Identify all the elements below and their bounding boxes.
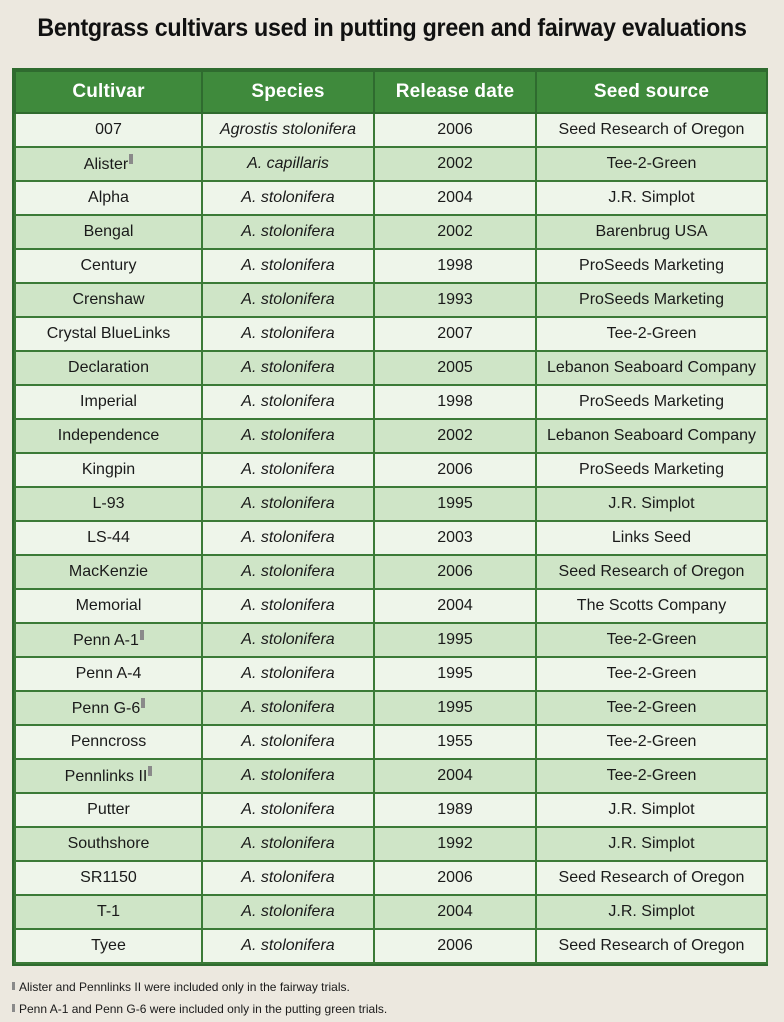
cell-cultivar-text: Alpha — [88, 189, 129, 206]
cell-release-date — [374, 861, 536, 895]
table-row — [15, 929, 767, 963]
cell-species-text: A. stolonifera — [241, 461, 335, 478]
cell-seed-source-text: Tee-2-Green — [606, 631, 697, 648]
cell-species-text: A. stolonifera — [241, 733, 335, 750]
cell-seed-source — [536, 453, 767, 487]
cell-species — [202, 725, 374, 759]
cell-seed-source-text: J.R. Simplot — [608, 903, 695, 920]
cell-species-text: A. stolonifera — [241, 427, 335, 444]
cell-seed-source-text: Seed Research of Oregon — [558, 121, 745, 138]
cell-release-date — [374, 453, 536, 487]
cell-cultivar — [15, 419, 202, 453]
cell-seed-source-text: J.R. Simplot — [608, 189, 695, 206]
cell-cultivar-text: Century — [80, 257, 137, 274]
cell-species — [202, 589, 374, 623]
cell-seed-source — [536, 827, 767, 861]
cell-release-date-text: 2002 — [437, 223, 473, 240]
table-row — [15, 861, 767, 895]
cell-species — [202, 249, 374, 283]
cell-species-text: A. stolonifera — [241, 291, 335, 308]
cell-cultivar-text: Imperial — [80, 393, 137, 410]
cell-release-date — [374, 147, 536, 181]
table-row — [15, 589, 767, 623]
cell-cultivar — [15, 215, 202, 249]
cell-release-date-text: 1998 — [437, 257, 473, 274]
table-row — [15, 793, 767, 827]
table-row — [15, 351, 767, 385]
cell-seed-source — [536, 929, 767, 963]
cell-release-date — [374, 113, 536, 147]
cell-release-date-text: 1995 — [437, 495, 473, 512]
cell-cultivar-text: L-93 — [92, 495, 125, 512]
table-row — [15, 555, 767, 589]
cell-cultivar — [15, 793, 202, 827]
cell-seed-source-text: Seed Research of Oregon — [558, 937, 745, 954]
cell-cultivar — [15, 181, 202, 215]
cell-species — [202, 453, 374, 487]
cell-seed-source — [536, 861, 767, 895]
footnote-text: Penn A-1 and Penn G-6 were included only in the putting green trials. — [19, 1002, 388, 1016]
cell-cultivar-text: SR1150 — [80, 869, 137, 886]
cell-species-text: A. stolonifera — [241, 325, 335, 342]
cell-species-text: A. stolonifera — [241, 189, 335, 206]
cell-seed-source — [536, 215, 767, 249]
cell-release-date-text: 2006 — [437, 937, 473, 954]
cell-species — [202, 419, 374, 453]
cell-release-date-text: 2004 — [437, 597, 473, 614]
cell-species — [202, 487, 374, 521]
cell-seed-source-text: J.R. Simplot — [608, 495, 695, 512]
table-row — [15, 895, 767, 929]
cell-seed-source-text: Seed Research of Oregon — [558, 563, 745, 580]
cell-cultivar — [15, 929, 202, 963]
table-row — [15, 385, 767, 419]
cell-release-date — [374, 623, 536, 657]
cell-release-date-text: 2004 — [437, 903, 473, 920]
cell-seed-source-text: Barenbrug USA — [595, 223, 708, 240]
cell-cultivar-text: Tyee — [91, 937, 126, 954]
cell-seed-source — [536, 283, 767, 317]
table-header — [15, 71, 767, 113]
cell-release-date — [374, 283, 536, 317]
cell-species-text: A. stolonifera — [241, 257, 335, 274]
cell-species — [202, 317, 374, 351]
cell-seed-source — [536, 657, 767, 691]
cell-release-date-text: 1955 — [437, 733, 473, 750]
cell-cultivar — [15, 317, 202, 351]
table-row — [15, 249, 767, 283]
cell-cultivar — [15, 895, 202, 929]
cell-seed-source-text: Links Seed — [611, 529, 692, 546]
footnote-marker-icon — [12, 1004, 15, 1012]
cell-species-text: A. stolonifera — [241, 223, 335, 240]
cell-release-date — [374, 691, 536, 725]
cell-seed-source-text: Tee-2-Green — [606, 665, 697, 682]
table-row — [15, 147, 767, 181]
table-row — [15, 215, 767, 249]
cell-cultivar — [15, 113, 202, 147]
cell-seed-source-text: Tee-2-Green — [606, 767, 697, 784]
cell-cultivar-text: Southshore — [67, 835, 150, 852]
cell-cultivar — [15, 691, 202, 725]
cell-seed-source — [536, 181, 767, 215]
cell-cultivar-text: Alister — [83, 156, 129, 173]
cell-species-text: A. stolonifera — [241, 699, 335, 716]
cell-cultivar-text: Putter — [87, 801, 130, 818]
cell-cultivar-text: 007 — [95, 121, 122, 138]
table-body — [15, 113, 767, 963]
cell-cultivar-text: Pennlinks II — [64, 768, 148, 785]
cell-cultivar-text: Crenshaw — [72, 291, 145, 308]
cell-species-text: A. stolonifera — [241, 869, 335, 886]
cell-release-date-text: 2006 — [437, 563, 473, 580]
cell-cultivar — [15, 521, 202, 555]
cell-species — [202, 385, 374, 419]
cell-cultivar — [15, 385, 202, 419]
cell-seed-source — [536, 385, 767, 419]
cell-seed-source — [536, 895, 767, 929]
cell-cultivar — [15, 555, 202, 589]
cell-species-text: A. stolonifera — [241, 563, 335, 580]
cell-release-date — [374, 725, 536, 759]
cell-seed-source-text: ProSeeds Marketing — [579, 291, 724, 308]
cell-species-text: A. stolonifera — [241, 359, 335, 376]
cell-cultivar-text: Bengal — [83, 223, 134, 240]
column-header-cultivar: Cultivar — [15, 71, 202, 113]
cell-cultivar-text: Declaration — [68, 359, 149, 376]
cell-release-date — [374, 929, 536, 963]
table-row — [15, 181, 767, 215]
table-row — [15, 487, 767, 521]
cell-seed-source-text: Tee-2-Green — [606, 733, 697, 750]
cell-release-date — [374, 759, 536, 793]
cell-release-date-text: 2004 — [437, 189, 473, 206]
cell-species — [202, 759, 374, 793]
cell-seed-source — [536, 691, 767, 725]
cell-species-text: Agrostis stolonifera — [219, 121, 357, 138]
cell-seed-source — [536, 487, 767, 521]
cell-release-date — [374, 555, 536, 589]
header-row — [15, 71, 767, 113]
column-header-release-date: Release date — [374, 71, 536, 113]
cell-cultivar — [15, 827, 202, 861]
footnote-fairway — [12, 976, 772, 998]
cell-cultivar-text: Penn G-6 — [71, 700, 141, 717]
table-row — [15, 691, 767, 725]
cell-cultivar-text: Crystal BlueLinks — [46, 325, 171, 342]
page-title: Bentgrass cultivars used in putting green and fairway evaluations — [37, 14, 747, 42]
footnote-marker-icon — [129, 154, 133, 164]
cell-seed-source — [536, 147, 767, 181]
cell-cultivar — [15, 657, 202, 691]
cell-species — [202, 623, 374, 657]
cell-release-date-text: 2002 — [437, 155, 473, 172]
footnote-marker-icon — [12, 982, 15, 990]
cell-species-text: A. stolonifera — [241, 495, 335, 512]
cell-release-date — [374, 317, 536, 351]
cell-seed-source — [536, 793, 767, 827]
cell-release-date — [374, 827, 536, 861]
cell-seed-source — [536, 555, 767, 589]
cell-cultivar — [15, 589, 202, 623]
cell-seed-source-text: ProSeeds Marketing — [579, 393, 724, 410]
cell-species — [202, 283, 374, 317]
cell-species — [202, 657, 374, 691]
cell-species — [202, 113, 374, 147]
cell-cultivar-text: T-1 — [96, 903, 121, 920]
cell-cultivar — [15, 351, 202, 385]
cell-species — [202, 555, 374, 589]
footnote-marker-icon — [141, 698, 145, 708]
cell-release-date-text: 1998 — [437, 393, 473, 410]
cell-release-date-text: 2005 — [437, 359, 473, 376]
cultivar-table — [12, 68, 768, 966]
cell-release-date-text: 2006 — [437, 121, 473, 138]
table-row — [15, 317, 767, 351]
table-row — [15, 657, 767, 691]
cell-seed-source — [536, 249, 767, 283]
cell-seed-source — [536, 351, 767, 385]
cell-cultivar — [15, 725, 202, 759]
cell-cultivar-text: Penn A-4 — [75, 665, 142, 682]
cell-cultivar-text: MacKenzie — [68, 563, 149, 580]
cell-release-date-text: 2006 — [437, 869, 473, 886]
table-row — [15, 521, 767, 555]
cell-seed-source-text: Tee-2-Green — [606, 325, 697, 342]
cell-seed-source — [536, 113, 767, 147]
cell-release-date-text: 2007 — [437, 325, 473, 342]
cell-species — [202, 895, 374, 929]
cell-species — [202, 147, 374, 181]
cell-seed-source-text: ProSeeds Marketing — [579, 461, 724, 478]
cell-seed-source — [536, 759, 767, 793]
cell-release-date-text: 1995 — [437, 631, 473, 648]
cell-release-date-text: 1992 — [437, 835, 473, 852]
footnote-marker-icon — [148, 766, 152, 776]
cell-species-text: A. stolonifera — [241, 835, 335, 852]
cell-species-text: A. stolonifera — [241, 631, 335, 648]
footnote-putting-green — [12, 998, 772, 1020]
cell-seed-source — [536, 725, 767, 759]
cell-cultivar — [15, 249, 202, 283]
cell-release-date-text: 1989 — [437, 801, 473, 818]
cell-species-text: A. stolonifera — [241, 665, 335, 682]
cell-cultivar — [15, 759, 202, 793]
cell-species — [202, 929, 374, 963]
cell-species — [202, 351, 374, 385]
cell-seed-source — [536, 419, 767, 453]
cell-seed-source — [536, 589, 767, 623]
cell-seed-source — [536, 317, 767, 351]
table-row — [15, 419, 767, 453]
cell-release-date — [374, 895, 536, 929]
cell-release-date — [374, 351, 536, 385]
cell-cultivar — [15, 283, 202, 317]
cell-species — [202, 181, 374, 215]
cell-cultivar-text: Independence — [57, 427, 160, 444]
cell-seed-source — [536, 623, 767, 657]
cell-cultivar-text: Kingpin — [81, 461, 136, 478]
cell-release-date-text: 2006 — [437, 461, 473, 478]
cell-cultivar-text: Penn A-1 — [73, 632, 139, 649]
cell-species-text: A. stolonifera — [241, 903, 335, 920]
cell-release-date — [374, 181, 536, 215]
footnotes — [12, 976, 772, 1020]
cell-species — [202, 827, 374, 861]
cell-seed-source — [536, 521, 767, 555]
cell-cultivar — [15, 147, 202, 181]
cell-cultivar-text: LS-44 — [87, 529, 130, 546]
cell-species — [202, 793, 374, 827]
cell-seed-source-text: The Scotts Company — [576, 597, 727, 614]
cell-release-date-text: 2003 — [437, 529, 473, 546]
cell-cultivar-text: Penncross — [70, 733, 147, 750]
cell-release-date — [374, 385, 536, 419]
cell-species-text: A. stolonifera — [241, 597, 335, 614]
column-header-species: Species — [202, 71, 374, 113]
cell-species — [202, 521, 374, 555]
cell-cultivar — [15, 453, 202, 487]
cell-species — [202, 691, 374, 725]
cell-species — [202, 215, 374, 249]
cell-cultivar — [15, 487, 202, 521]
column-header-seed-source: Seed source — [536, 71, 767, 113]
table-row — [15, 283, 767, 317]
footnote-marker-icon — [140, 630, 144, 640]
cell-release-date — [374, 793, 536, 827]
cell-release-date-text: 1993 — [437, 291, 473, 308]
cell-seed-source-text: Lebanon Seaboard Company — [546, 427, 757, 444]
cell-release-date — [374, 215, 536, 249]
cell-species-text: A. stolonifera — [241, 393, 335, 410]
table-row — [15, 725, 767, 759]
table-row — [15, 759, 767, 793]
cell-seed-source-text: ProSeeds Marketing — [579, 257, 724, 274]
cell-seed-source-text: Lebanon Seaboard Company — [546, 359, 757, 376]
cell-cultivar-text: Memorial — [75, 597, 142, 614]
cell-seed-source-text: J.R. Simplot — [608, 835, 695, 852]
cell-release-date — [374, 419, 536, 453]
cell-release-date-text: 2004 — [437, 767, 473, 784]
cell-seed-source-text: Tee-2-Green — [606, 699, 697, 716]
cell-species-text: A. stolonifera — [241, 529, 335, 546]
cell-release-date — [374, 589, 536, 623]
table-row — [15, 113, 767, 147]
table-row — [15, 827, 767, 861]
cell-species-text: A. stolonifera — [241, 937, 335, 954]
cell-release-date — [374, 521, 536, 555]
cell-release-date — [374, 487, 536, 521]
cell-species-text: A. stolonifera — [241, 767, 335, 784]
cell-species-text: A. stolonifera — [241, 801, 335, 818]
table-row — [15, 623, 767, 657]
cell-release-date-text: 2002 — [437, 427, 473, 444]
cell-release-date-text: 1995 — [437, 699, 473, 716]
cell-cultivar — [15, 623, 202, 657]
table-row — [15, 453, 767, 487]
cell-seed-source-text: Tee-2-Green — [606, 155, 697, 172]
cell-release-date — [374, 249, 536, 283]
cell-species — [202, 861, 374, 895]
cell-seed-source-text: Seed Research of Oregon — [558, 869, 745, 886]
cell-release-date-text: 1995 — [437, 665, 473, 682]
cell-species-text: A. capillaris — [247, 155, 329, 172]
footnote-text: Alister and Pennlinks II were included only in the fairway trials. — [19, 980, 350, 994]
cell-cultivar — [15, 861, 202, 895]
cell-seed-source-text: J.R. Simplot — [608, 801, 695, 818]
cell-release-date — [374, 657, 536, 691]
